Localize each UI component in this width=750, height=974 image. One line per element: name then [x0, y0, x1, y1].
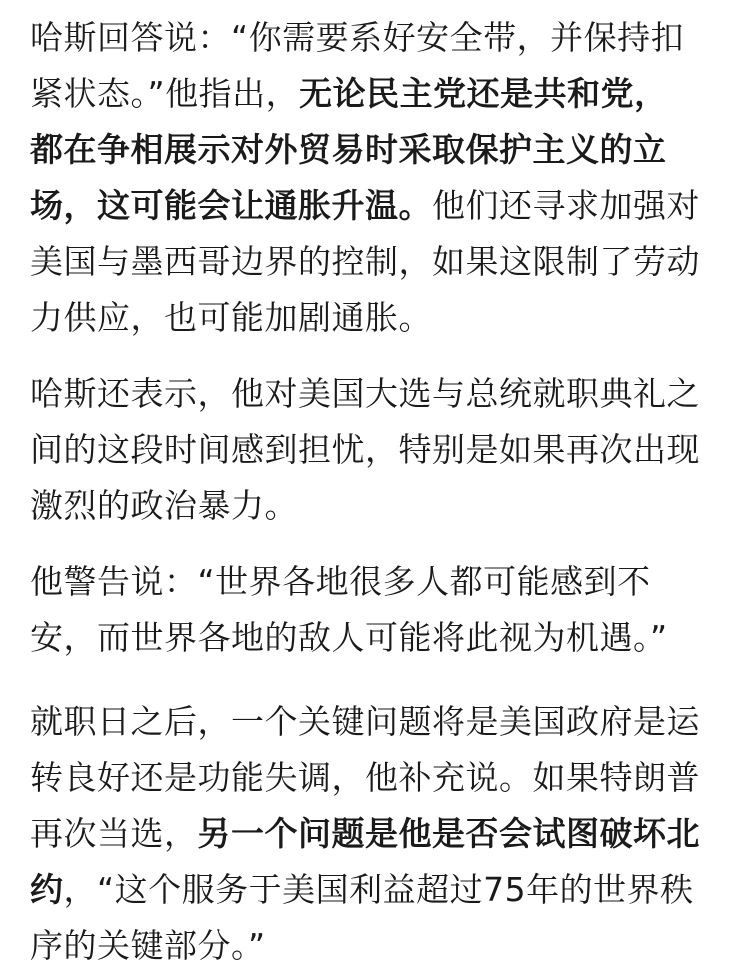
text-line	[30, 290, 730, 346]
text-segment: 美国与墨西哥边界的控制，如果这限制了劳动	[30, 242, 700, 281]
text-segment: 安，而世界各地的敌人可能将此视为机遇。”	[30, 618, 668, 657]
paragraph-1	[30, 10, 730, 346]
text-line	[30, 178, 730, 234]
text-line	[30, 10, 730, 66]
text-line	[30, 234, 730, 290]
text-line	[30, 366, 730, 422]
text-segment: 序的关键部分。”	[30, 926, 266, 965]
text-line	[30, 750, 730, 806]
text-line	[30, 610, 730, 666]
text-segment: 他警告说：“世界各地很多人都可能感到不	[30, 562, 651, 601]
bold-text-segment: 约	[30, 870, 64, 909]
paragraph-2	[30, 366, 730, 534]
text-segment: 转良好还是功能失调，他补充说。如果特朗普	[30, 758, 700, 797]
text-segment: 激烈的政治暴力。	[30, 486, 298, 525]
text-segment: 间的这段时间感到担忧，特别是如果再次出现	[30, 430, 700, 469]
text-segment: 紧状态。”他指出，	[30, 74, 300, 113]
text-line	[30, 478, 730, 534]
text-line	[30, 66, 730, 122]
text-segment: 再次当选，	[30, 814, 198, 853]
text-segment: ，“这个服务于美国利益超过75年的世界秩	[63, 870, 694, 909]
text-segment: 哈斯还表示，他对美国大选与总统就职典礼之	[30, 374, 700, 413]
text-segment: 就职日之后，一个关键问题将是美国政府是运	[30, 702, 700, 741]
bold-text-segment: 场，这可能会让通胀升温。	[30, 186, 432, 225]
bold-text-segment: 无论民主党还是共和党，	[299, 74, 668, 113]
bold-text-segment: 另一个问题是他是否会试图破坏北	[197, 814, 700, 853]
text-line	[30, 422, 730, 478]
paragraph-4	[30, 694, 730, 974]
paragraph-3	[30, 554, 730, 666]
text-line	[30, 918, 730, 974]
text-segment: 他们还寻求加强对	[432, 186, 700, 225]
text-line	[30, 694, 730, 750]
bold-text-segment: 都在争相展示对外贸易时采取保护主义的立	[30, 130, 667, 169]
text-segment: 哈斯回答说：“你需要系好安全带，并保持扣	[30, 18, 685, 57]
text-line	[30, 862, 730, 918]
text-line	[30, 554, 730, 610]
text-line	[30, 806, 730, 862]
text-segment: 力供应，也可能加剧通胀。	[30, 298, 432, 337]
text-line	[30, 122, 730, 178]
